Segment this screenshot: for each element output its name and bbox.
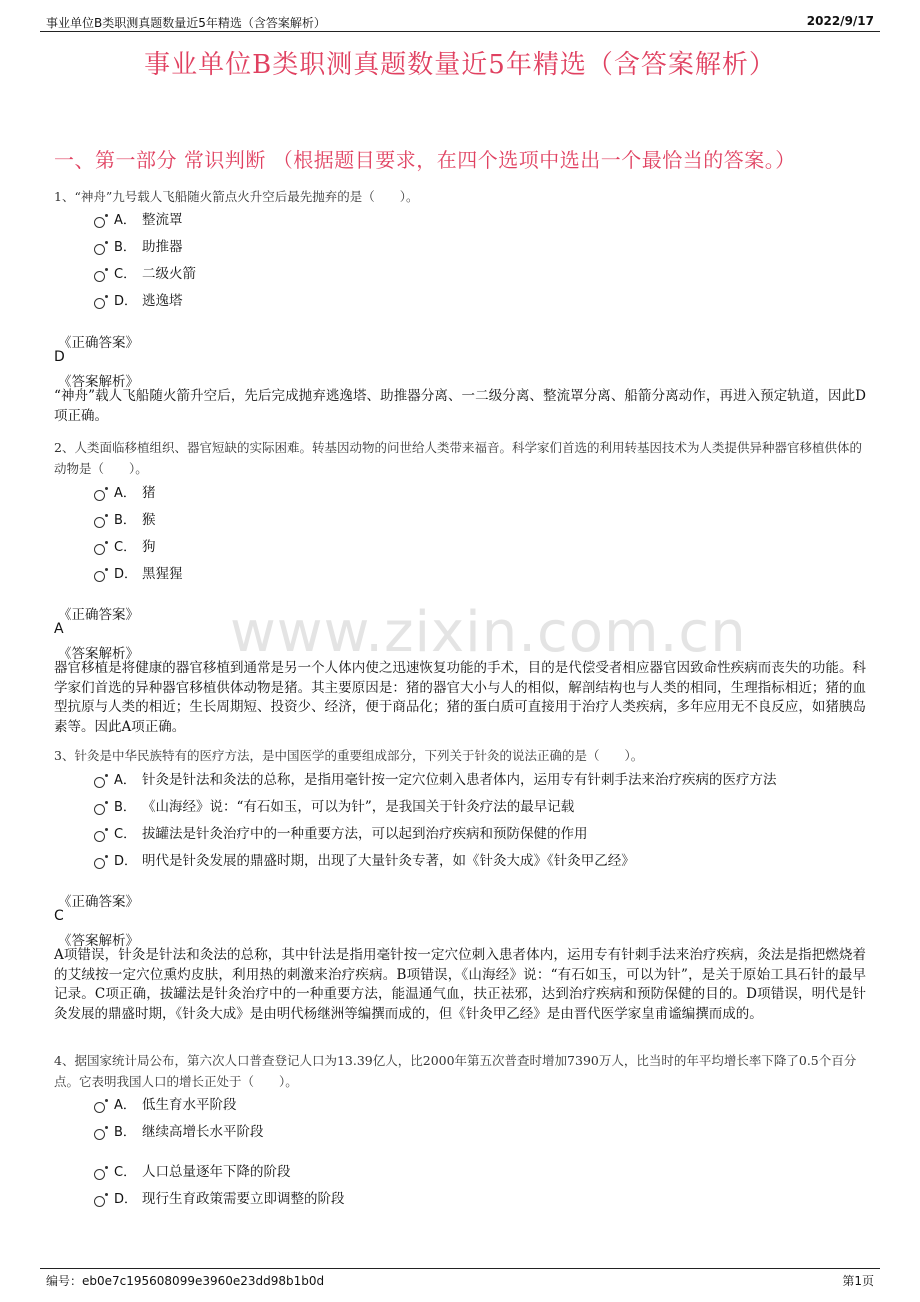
option-letter: B．: [114, 239, 136, 255]
header-rule: [40, 31, 880, 32]
option-letter: B．: [114, 1124, 136, 1140]
option-2-a[interactable]: [94, 481, 156, 501]
question-stem-3: 3、针灸是中华民族特有的医疗方法，是中国医学的重要组成部分，下列关于针灸的说法正确的是（ ）。: [54, 748, 644, 763]
option-text: 助推器: [142, 239, 183, 255]
option-letter: D．: [114, 566, 138, 582]
option-text: 二级火箭: [142, 266, 196, 282]
radio-icon[interactable]: [94, 244, 105, 255]
option-2-d[interactable]: [94, 562, 183, 582]
option-letter: A．: [114, 212, 136, 228]
radio-icon[interactable]: [94, 517, 105, 528]
option-2-b[interactable]: [94, 508, 156, 528]
radio-icon[interactable]: [94, 1196, 105, 1207]
option-text: 逃逸塔: [142, 293, 183, 309]
option-letter: B．: [114, 799, 136, 815]
option-text: 低生育水平阶段: [142, 1097, 237, 1113]
option-3-a[interactable]: [94, 768, 777, 788]
option-letter: A．: [114, 485, 136, 501]
option-text: 人口总量逐年下降的阶段: [142, 1164, 291, 1180]
answer-value-3: C: [54, 908, 64, 924]
radio-icon[interactable]: [94, 271, 105, 282]
footer-page-number: 第1页: [842, 1274, 874, 1288]
radio-icon[interactable]: [94, 858, 105, 869]
radio-icon[interactable]: [94, 298, 105, 309]
option-text: 针灸是针法和灸法的总称，是指用毫针按一定穴位刺入患者体内，运用专有针刺手法来治疗疾病的医疗方法: [142, 772, 777, 788]
option-4-b[interactable]: [94, 1120, 264, 1140]
option-1-d[interactable]: [94, 289, 183, 309]
analysis-text-2: 器官移植是将健康的器官移植到通常是另一个人体内使之迅速恢复功能的手术，目的是代偿受者相应器官因致命性疾病而丧失的功能。科学家们首选的异种器官移植供体动物是猪。其主要原因是：猪的器官大小与人的相似，解剖结构也与人类的相同，生理指标相近；猪的血型抗原与人类的相近；生长周期短、投资少、经济，便于商品化；猪的蛋白质可直接用于治疗人类疾病，多年应用无不良反应，如猪胰岛素等。因此A项正确。: [54, 660, 866, 735]
answer-label-3: 《正确答案》: [58, 894, 139, 910]
option-4-c[interactable]: [94, 1160, 291, 1180]
header-date: 2022/9/17: [806, 14, 874, 28]
option-1-c[interactable]: [94, 262, 196, 282]
option-letter: A．: [114, 772, 136, 788]
radio-icon[interactable]: [94, 571, 105, 582]
option-letter: A．: [114, 1097, 136, 1113]
section-heading: 一、第一部分 常识判断 （根据题目要求，在四个选项中选出一个最恰当的答案。）: [54, 148, 796, 172]
option-text: 狗: [142, 539, 156, 555]
option-text: 拔罐法是针灸治疗中的一种重要方法，可以起到治疗疾病和预防保健的作用: [142, 826, 588, 842]
option-letter: C．: [114, 1164, 137, 1180]
option-4-a[interactable]: [94, 1093, 237, 1113]
option-1-b[interactable]: [94, 235, 183, 255]
option-2-c[interactable]: [94, 535, 156, 555]
question-stem-2: 2、人类面临移植组织、器官短缺的实际困难。转基因动物的问世给人类带来福音。科学家们首选的利用转基因技术为人类提供异种器官移植供体的动物是（ ）。: [54, 440, 862, 476]
question-stem-4: 4、据国家统计局公布，第六次人口普查登记人口为13.39亿人，比2000年第五次普查时增加7390万人，比当时的年平均增长率下降了0.5个百分点。它表明我国人口的增长正处于（ ）。: [54, 1053, 857, 1089]
radio-icon[interactable]: [94, 1102, 105, 1113]
option-4-d[interactable]: [94, 1187, 345, 1207]
header-doc-title: 事业单位B类职测真题数量近5年精选（含答案解析）: [46, 16, 326, 30]
answer-value-1: D: [54, 349, 65, 365]
analysis-label-2: 《答案解析》: [58, 646, 139, 662]
option-text: 猪: [142, 485, 156, 501]
answer-label-2: 《正确答案》: [58, 607, 139, 623]
option-text: 整流罩: [142, 212, 183, 228]
option-text: 明代是针灸发展的鼎盛时期，出现了大量针灸专著，如《针灸大成》《针灸甲乙经》: [142, 853, 635, 869]
radio-icon[interactable]: [94, 831, 105, 842]
footer-rule: [40, 1268, 880, 1269]
option-text: 《山海经》说：“有石如玉，可以为针”，是我国关于针灸疗法的最早记载: [142, 799, 575, 815]
radio-icon[interactable]: [94, 1169, 105, 1180]
option-letter: D．: [114, 1191, 138, 1207]
radio-icon[interactable]: [94, 217, 105, 228]
option-text: 猴: [142, 512, 156, 528]
analysis-text-3: A项错误，针灸是针法和灸法的总称，其中针法是指用毫针按一定穴位刺入患者体内，运用专有针刺手法来治疗疾病，灸法是指把燃烧着的艾绒按一定穴位熏灼皮肤，利用热的刺激来治疗疾病。B项错误，《山海经》说：“有石如玉，可以为针”，是关于原始工具石针的最早记录。C项正确，拔罐法是针灸治疗中的一种重要方法，能温通气血，扶正祛邪，达到治疗疾病和预防保健的目的。D项错误，明代是针灸发展的鼎盛时期，《针灸大成》是由明代杨继洲等编撰而成的，但《针灸甲乙经》是由晋代医学家皇甫谧编撰而成的。: [54, 947, 866, 1022]
footer-code: 编号：eb0e7c195608099e3960e23dd98b1b0d: [46, 1274, 325, 1288]
option-text: 继续高增长水平阶段: [142, 1124, 264, 1140]
analysis-text-1: “神舟”载人飞船随火箭升空后，先后完成抛弃逃逸塔、助推器分离、一二级分离、整流罩分离、船箭分离动作，再进入预定轨道，因此D项正确。: [54, 388, 866, 424]
option-text: 黑猩猩: [142, 566, 183, 582]
analysis-label-1: 《答案解析》: [58, 374, 139, 390]
option-letter: C．: [114, 539, 137, 555]
option-3-d[interactable]: [94, 849, 635, 869]
radio-icon[interactable]: [94, 777, 105, 788]
option-letter: C．: [114, 266, 137, 282]
answer-value-2: A: [54, 621, 64, 637]
option-letter: D．: [114, 853, 138, 869]
radio-icon[interactable]: [94, 544, 105, 555]
question-stem-1: 1、“神舟”九号载人飞船随火箭点火升空后最先抛弃的是（ ）。: [54, 189, 419, 204]
option-3-c[interactable]: [94, 822, 588, 842]
answer-label-1: 《正确答案》: [58, 335, 139, 351]
option-1-a[interactable]: [94, 208, 183, 228]
radio-icon[interactable]: [94, 804, 105, 815]
option-letter: C．: [114, 826, 137, 842]
analysis-label-3: 《答案解析》: [58, 933, 139, 949]
option-letter: B．: [114, 512, 136, 528]
radio-icon[interactable]: [94, 1129, 105, 1140]
radio-icon[interactable]: [94, 490, 105, 501]
option-3-b[interactable]: [94, 795, 574, 815]
option-text: 现行生育政策需要立即调整的阶段: [142, 1191, 345, 1207]
option-letter: D．: [114, 293, 138, 309]
watermark: www.zixin.com.cn: [230, 600, 747, 665]
page-title: 事业单位B类职测真题数量近5年精选（含答案解析）: [144, 50, 776, 80]
